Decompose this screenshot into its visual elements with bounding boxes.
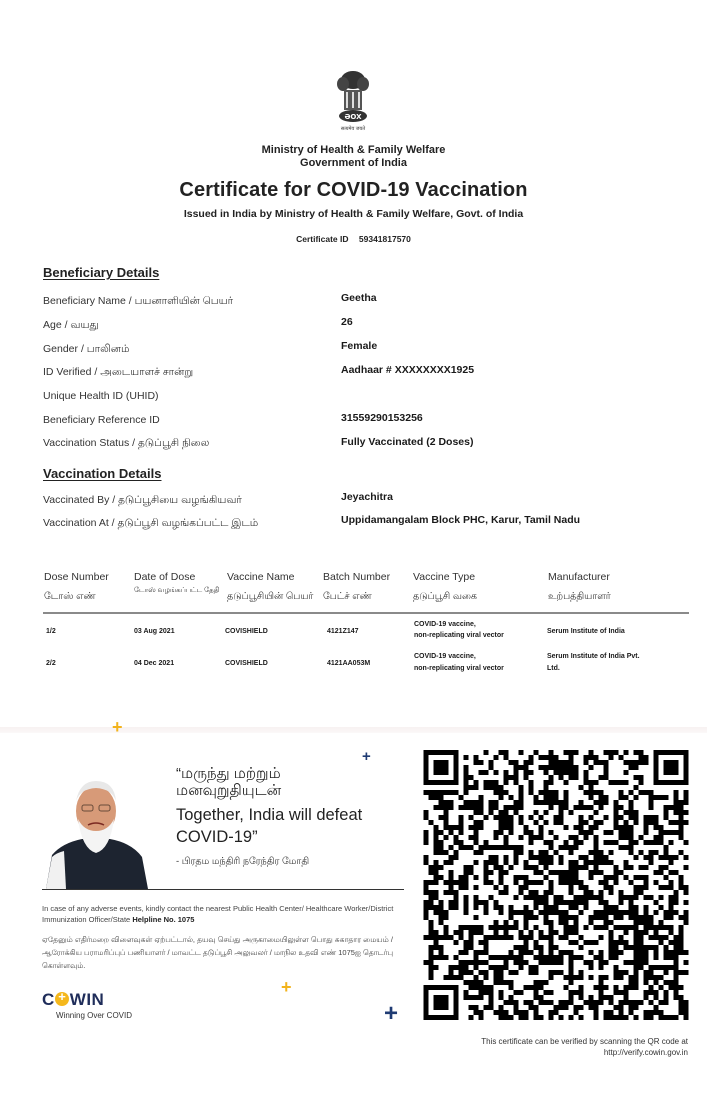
- beneficiary-details-heading: Beneficiary Details: [43, 265, 160, 280]
- column-header-manufacturer: Manufacturer: [548, 571, 610, 583]
- vaccine-name-cell: COVISHIELD: [225, 660, 268, 667]
- adverse-events-text: In case of any adverse events, kindly contact the nearest Public Health Center/ Healthcare Worker/District Immunization Officer/State: [42, 904, 394, 924]
- quote-tamil: [176, 765, 281, 799]
- dose-number-cell: 1/2: [46, 628, 56, 635]
- manufacturer-cell-line2: Ltd.: [547, 665, 560, 672]
- column-header-manufacturer-ta: உற்பத்தியாளர்: [548, 591, 611, 602]
- gender-label: Gender / பாலினம்: [43, 343, 130, 355]
- column-header-vaccine-type: Vaccine Type: [413, 571, 476, 583]
- column-header-batch-number-ta: பேட்ச் எண்: [323, 591, 372, 602]
- decorative-plus-icon: +: [281, 977, 292, 997]
- certificate-id: [0, 234, 707, 244]
- verification-url[interactable]: http://verify.cowin.gov.in: [603, 1048, 688, 1057]
- verification-note-line1: This certificate can be verified by scanning the QR code at: [481, 1037, 688, 1046]
- column-header-vaccine-name-ta: தடுப்பூசியின் பெயர்: [227, 591, 314, 602]
- vaccine-type-cell-line2: non-replicating viral vector: [414, 665, 504, 672]
- column-header-date-of-dose: Date of Dose: [134, 571, 196, 583]
- age-label: Age / வயது: [43, 319, 99, 331]
- adverse-events-notice: [42, 903, 414, 925]
- national-emblem-icon: [331, 68, 375, 136]
- page-title: Certificate for COVID-19 Vaccination: [179, 179, 528, 201]
- column-header-vaccine-type-ta: தடுப்பூசி வகை: [413, 591, 478, 602]
- verification-qr-code[interactable]: [423, 750, 689, 1020]
- decorative-plus-icon: +: [384, 1000, 399, 1027]
- uhid-label: Unique Health ID (UHID): [43, 390, 159, 402]
- vaccinated-by-label: Vaccinated By / தடுப்பூசியை வழங்கியவர்: [43, 494, 242, 506]
- beneficiary-name-label: Beneficiary Name / பயனாளியின் பெயர்: [43, 295, 234, 307]
- cowin-plus-circle-icon: [55, 992, 69, 1006]
- prime-minister-portrait: [42, 775, 150, 889]
- cowin-logo-c: C: [42, 990, 55, 1009]
- manufacturer-cell-line1: Serum Institute of India Pvt.: [547, 653, 640, 660]
- vaccination-status-label: Vaccination Status / தடுப்பூசி நிலை: [43, 437, 210, 449]
- adverse-events-notice-tamil: ஏதேனும் எதிர்மறை விளைவுகள் ஏற்பட்டால், தயவு செய்து அருகாமையிலுள்ள பொது சுகாதார மையம் / ஆரோக்கிய பராமரிப்புப் பணியாளர் / மாவட்ட தடுப்பூசி அலுவலர் / மாநில உதவி எண் 1075ஐ தொடர்பு கொள்ளவும்.: [42, 935, 394, 970]
- vaccination-details-heading: Vaccination Details: [43, 466, 162, 481]
- column-header-date-of-dose-ta: டோஸ் வழங்கப்பட்ட தேதி: [134, 587, 220, 594]
- emblem-caption: सत्यमेव जयते: [340, 126, 366, 132]
- id-verified-label: ID Verified / அடையாளச் சான்று: [43, 366, 194, 378]
- beneficiary-reference-id-value: 31559290153256: [341, 412, 423, 424]
- column-header-dose-number-ta: டோஸ் எண்: [44, 591, 96, 602]
- id-verified-value: Aadhaar # XXXXXXXX1925: [341, 364, 475, 376]
- svg-text:ӘOX: ӘOX: [344, 113, 362, 121]
- quote-attribution: - பிரதம மந்திரி நரேந்திர மோதி: [176, 856, 310, 867]
- government-name: Government of India: [300, 157, 407, 169]
- beneficiary-reference-id-label: Beneficiary Reference ID: [43, 414, 160, 426]
- vaccination-at-label: Vaccination At / தடுப்பூசி வழங்கப்பட்ட இடம்: [43, 517, 259, 529]
- card-divider: [42, 889, 404, 890]
- column-header-batch-number: Batch Number: [323, 571, 391, 583]
- cowin-logo-rest: WIN: [69, 990, 105, 1009]
- vaccination-at-value: Uppidamangalam Block PHC, Karur, Tamil Nadu: [341, 514, 581, 526]
- decorative-plus-icon: +: [362, 748, 371, 765]
- vaccine-type-cell-line2: non-replicating viral vector: [414, 632, 504, 639]
- vaccine-name-cell: COVISHIELD: [225, 628, 268, 635]
- dose-number-cell: 2/2: [46, 660, 56, 667]
- helpline-number: Helpline No. 1075: [132, 915, 195, 924]
- vaccine-type-cell-line1: COVID-19 vaccine,: [414, 653, 476, 660]
- certificate-id-value: 59341817570: [358, 234, 411, 244]
- quote-english: Together, India will defeat COVID-19”: [176, 806, 363, 846]
- date-of-dose-cell: 04 Dec 2021: [134, 660, 175, 667]
- age-value: 26: [341, 316, 353, 328]
- table-header-divider: [43, 612, 689, 614]
- certificate-id-label: Certificate ID: [296, 234, 349, 244]
- batch-number-cell: 4121Z147: [327, 628, 359, 635]
- issued-by: Issued in India by Ministry of Health & Family Welfare, Govt. of India: [183, 208, 524, 220]
- date-of-dose-cell: 03 Aug 2021: [134, 628, 175, 635]
- column-header-dose-number: Dose Number: [44, 571, 109, 583]
- gender-value: Female: [341, 340, 378, 352]
- manufacturer-cell: Serum Institute of India: [547, 628, 625, 635]
- decorative-plus-icon: +: [112, 717, 123, 737]
- column-header-vaccine-name: Vaccine Name: [227, 571, 295, 583]
- verification-note: [481, 1036, 688, 1058]
- ministry-name: Ministry of Health & Family Welfare: [261, 144, 446, 156]
- vaccinated-by-value: Jeyachitra: [341, 491, 393, 503]
- quote-tamil-line1: “மருந்து மற்றும்: [176, 765, 281, 782]
- cowin-tagline: Winning Over COVID: [56, 1011, 133, 1020]
- cowin-logo: [42, 990, 104, 1010]
- vaccination-status-value: Fully Vaccinated (2 Doses): [341, 436, 474, 448]
- quote-tamil-line2: மனவுறுதியுடன்: [176, 782, 282, 799]
- batch-number-cell: 4121AA053M: [327, 660, 371, 667]
- section-divider-band: [0, 727, 707, 733]
- vaccine-type-cell-line1: COVID-19 vaccine,: [414, 621, 476, 628]
- beneficiary-name-value: Geetha: [341, 292, 377, 304]
